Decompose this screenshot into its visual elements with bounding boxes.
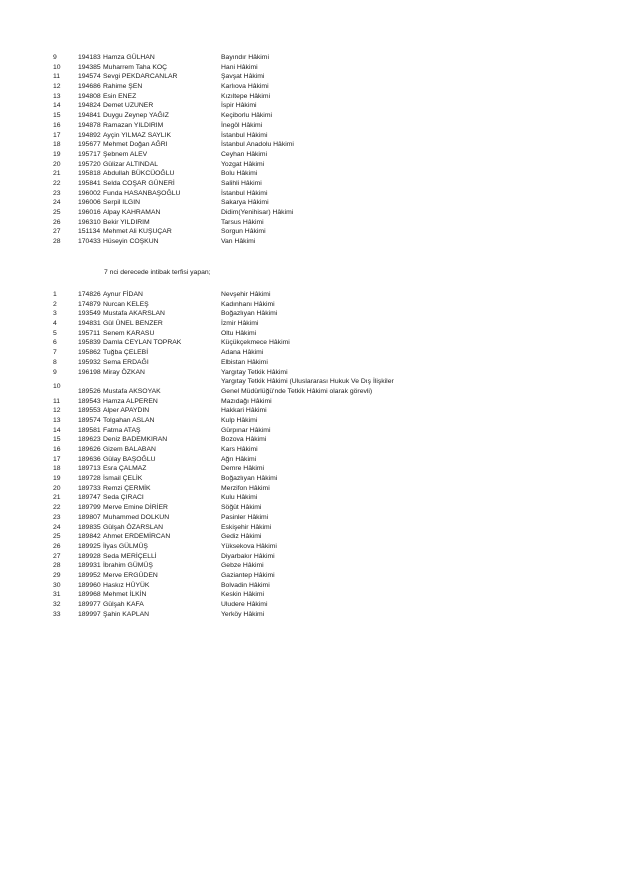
registry-number: 189543	[78, 397, 101, 405]
assignment: Şavşat Hâkimi	[221, 73, 265, 81]
table-row	[0, 513, 620, 523]
row-number: 28	[53, 238, 61, 246]
row-number: 9	[53, 368, 57, 376]
assignment: Keçiborlu Hâkimi	[221, 112, 272, 120]
table-row	[0, 237, 620, 247]
row-number: 11	[53, 73, 61, 81]
registry-number: 195839	[78, 339, 101, 347]
table-row	[0, 131, 620, 141]
row-number: 10	[53, 63, 61, 71]
person-name: Mehmet Ali KUŞUÇAR	[103, 228, 172, 236]
registry-number: 189526	[78, 387, 101, 395]
row-number: 7	[53, 349, 57, 357]
assignment: Bayındır Hâkimi	[221, 54, 269, 61]
assignment: Merzifon Hâkimi	[221, 484, 270, 492]
assignment: Ağrı Hâkimi	[221, 455, 257, 463]
row-number: 6	[53, 339, 57, 347]
assignment: Uludere Hâkimi	[221, 601, 268, 609]
row-number: 16	[53, 121, 61, 129]
registry-number: 189623	[78, 436, 101, 444]
row-number: 19	[53, 150, 61, 158]
registry-number: 189636	[78, 455, 101, 463]
table-row	[0, 474, 620, 484]
registry-number: 189952	[78, 571, 101, 579]
person-name: Mehmet İLKİN	[103, 591, 147, 599]
person-name: Fatma ATAŞ	[103, 426, 141, 434]
table-row	[0, 82, 620, 92]
person-name: İsmail ÇELİK	[103, 475, 143, 483]
assignment: Bozova Hâkimi	[221, 436, 267, 444]
person-name: Mehmet Doğan AĞRI	[103, 141, 168, 149]
table-row	[0, 198, 620, 208]
registry-number: 193549	[78, 310, 101, 318]
table-row	[0, 101, 620, 111]
registry-number: 195818	[78, 170, 101, 178]
person-name: Gülizar ALTINDAL	[103, 160, 159, 168]
person-name: Mustafa AKSOYAK	[103, 387, 161, 395]
assignment: İzmir Hâkimi	[221, 320, 259, 328]
registry-number: 189835	[78, 523, 101, 531]
row-number: 33	[53, 610, 61, 618]
row-number: 27	[53, 552, 61, 560]
assignment: Mazıdağı Hâkimi	[221, 397, 272, 405]
row-number: 19	[53, 475, 61, 483]
table-row	[0, 218, 620, 228]
table-row	[0, 542, 620, 552]
registry-number: 174879	[78, 300, 101, 308]
row-number: 10	[53, 382, 61, 390]
row-number: 15	[53, 112, 61, 120]
table-row	[0, 290, 620, 300]
assignment: Demre Hâkimi	[221, 465, 265, 473]
person-name: Ramazan YILDIRIM	[103, 121, 164, 129]
registry-number: 195720	[78, 160, 101, 168]
registry-number: 196006	[78, 199, 101, 207]
table-row	[0, 426, 620, 436]
table-row	[0, 590, 620, 600]
row-number: 25	[53, 209, 61, 216]
person-name: Selda COŞAR GÜNERİ	[103, 179, 175, 187]
assignment: Gediz Hâkimi	[221, 533, 262, 541]
table-row	[0, 329, 620, 339]
assignment: Oltu Hâkimi	[221, 329, 257, 337]
row-number: 1	[53, 291, 57, 298]
registry-number: 195677	[78, 141, 101, 149]
person-name: Tuğba ÇELEBİ	[103, 349, 149, 357]
assignment: Sorgun Hâkimi	[221, 228, 266, 236]
person-name: Merve ERGÜDEN	[103, 571, 158, 579]
registry-number: 196016	[78, 209, 101, 216]
assignment: Karlıova Hâkimi	[221, 83, 269, 91]
row-number: 27	[53, 228, 61, 236]
assignment: Tarsus Hâkimi	[221, 218, 264, 226]
person-name: Muhammed DOLKUN	[103, 513, 170, 521]
registry-number: 189997	[78, 610, 101, 618]
table-row	[0, 435, 620, 445]
registry-number: 196002	[78, 189, 101, 197]
assignment: Söğüt Hâkimi	[221, 504, 262, 512]
registry-number: 194841	[78, 112, 101, 120]
registry-number: 196198	[78, 368, 101, 376]
registry-number: 189928	[78, 552, 101, 560]
registry-number: 189842	[78, 533, 101, 541]
row-number: 16	[53, 446, 61, 454]
assignment: Gürpınar Hâkimi	[221, 426, 271, 434]
assignment: Yüksekova Hâkimi	[221, 542, 277, 550]
person-name: Hamza GÜLHAN	[103, 54, 155, 61]
person-name: Aynur FİDAN	[103, 291, 143, 298]
registry-number: 195717	[78, 150, 101, 158]
table-row	[0, 300, 620, 310]
registry-number: 195711	[78, 329, 101, 337]
assignment: İstanbul Anadolu Hâkimi	[221, 141, 294, 149]
table-row	[0, 581, 620, 591]
row-number: 18	[53, 465, 61, 473]
row-number: 3	[53, 310, 57, 318]
person-name: Gül ÜNEL BENZER	[103, 320, 163, 328]
person-name: Şebnem ALEV	[103, 150, 148, 158]
assignment: Yozgat Hâkimi	[221, 160, 265, 168]
assignment: İnegöl Hâkimi	[221, 121, 263, 129]
person-name: Sema ERDAĞI	[103, 358, 149, 366]
assignment: Elbistan Hâkimi	[221, 358, 268, 366]
assignment: Adana Hâkimi	[221, 349, 264, 357]
row-number: 22	[53, 179, 61, 187]
assignment: Hani Hâkimi	[221, 63, 258, 71]
row-number: 30	[53, 581, 61, 589]
assignment: Kadınhanı Hâkimi	[221, 300, 275, 308]
registry-number: 194878	[78, 121, 101, 129]
table-row	[0, 600, 620, 610]
table-row	[0, 189, 620, 199]
registry-number: 189977	[78, 601, 101, 609]
registry-number: 189747	[78, 494, 101, 502]
person-name: Seda MERİÇELLİ	[103, 552, 157, 560]
assignment: Salihli Hâkimi	[221, 179, 262, 187]
row-number: 14	[53, 426, 61, 434]
table-row	[0, 319, 620, 329]
person-name: Alpay KAHRAMAN	[103, 209, 161, 216]
person-name: Miray ÖZKAN	[103, 368, 145, 376]
table-row	[0, 179, 620, 189]
assignment: Yerköy Hâkimi	[221, 610, 265, 618]
assignment: Bolu Hâkimi	[221, 170, 258, 178]
appointment-list-1	[0, 53, 620, 247]
row-number: 13	[53, 92, 61, 100]
table-row	[0, 169, 620, 179]
assignment: Kulp Hâkimi	[221, 416, 258, 424]
registry-number: 189574	[78, 416, 101, 424]
registry-number: 189931	[78, 562, 101, 570]
table-row	[0, 121, 620, 131]
table-row	[0, 484, 620, 494]
person-name: Muharrem Taha KOÇ	[103, 63, 168, 71]
row-number: 18	[53, 141, 61, 149]
registry-number: 195932	[78, 358, 101, 366]
person-name: Demet UZUNER	[103, 102, 154, 110]
table-row	[0, 111, 620, 121]
person-name: İlyas GÜLMÜŞ	[103, 542, 148, 550]
row-number: 11	[53, 397, 61, 405]
assignment: İstanbul Hâkimi	[221, 189, 268, 197]
person-name: Gülay BAŞOĞLU	[103, 455, 156, 463]
person-name: Haskız HÜYÜK	[103, 581, 150, 589]
person-name: Ayçin YILMAZ SAYLIK	[103, 131, 171, 139]
person-name: Funda HASANBAŞOĞLU	[103, 189, 181, 197]
table-row	[0, 416, 620, 426]
row-number: 15	[53, 436, 61, 444]
person-name: Hamza ALPEREN	[103, 397, 158, 405]
table-row	[0, 406, 620, 416]
assignment: Keskin Hâkimi	[221, 591, 265, 599]
person-name: Merve Emine DİRİER	[103, 504, 168, 512]
person-name: Ahmet ERDEMİRCAN	[103, 533, 171, 541]
assignment: Gebze Hâkimi	[221, 562, 264, 570]
row-number: 25	[53, 533, 61, 541]
person-name: Gülşah ÖZARSLAN	[103, 523, 164, 531]
table-row	[0, 493, 620, 503]
registry-number: 189968	[78, 591, 101, 599]
row-number: 21	[53, 494, 61, 502]
registry-number: 189581	[78, 426, 101, 434]
person-name: Tolgahan ASLAN	[103, 416, 155, 424]
table-row	[0, 455, 620, 465]
row-number: 24	[53, 523, 61, 531]
person-name: Bekir YILDIRIM	[103, 218, 150, 226]
table-row	[0, 561, 620, 571]
registry-number: 189713	[78, 465, 101, 473]
row-number: 17	[53, 131, 61, 139]
row-number: 2	[53, 300, 57, 308]
row-number: 5	[53, 329, 57, 337]
row-number: 4	[53, 320, 57, 328]
assignment: Gaziantep Hâkimi	[221, 571, 275, 579]
person-name: Esra ÇALMAZ	[103, 465, 147, 473]
registry-number: 195841	[78, 179, 101, 187]
row-number: 26	[53, 218, 61, 226]
person-name: Seda ÇIRACI	[103, 494, 144, 502]
person-name: Gizem BALABAN	[103, 446, 156, 454]
registry-number: 196310	[78, 218, 101, 226]
registry-number: 194385	[78, 63, 101, 71]
table-row	[0, 358, 620, 368]
row-number: 20	[53, 484, 61, 492]
registry-number: 194892	[78, 131, 101, 139]
person-name: Şahin KAPLAN	[103, 610, 150, 618]
person-name: Senem KARASU	[103, 329, 155, 337]
row-number: 22	[53, 504, 61, 512]
table-row	[0, 63, 620, 73]
row-number: 13	[53, 416, 61, 424]
table-row	[0, 377, 620, 396]
registry-number: 151134	[78, 228, 101, 236]
assignment: Yargıtay Tetkik Hâkimi	[221, 368, 288, 376]
registry-number: 189733	[78, 484, 101, 492]
table-row	[0, 92, 620, 102]
assignment: Sakarya Hâkimi	[221, 199, 269, 207]
person-name: Hüseyin COŞKUN	[103, 238, 159, 246]
registry-number: 194574	[78, 73, 101, 81]
registry-number: 194831	[78, 320, 101, 328]
assignment: Didim(Yenihisar) Hâkimi	[221, 209, 294, 216]
person-name: Gülşah KAFA	[103, 601, 144, 609]
row-number: 32	[53, 601, 61, 609]
table-row	[0, 208, 620, 218]
table-row	[0, 140, 620, 150]
table-row	[0, 53, 620, 63]
row-number: 21	[53, 170, 61, 178]
registry-number: 189799	[78, 504, 101, 512]
assignment: Kars Hâkimi	[221, 446, 258, 454]
registry-number: 170433	[78, 238, 101, 246]
person-name: Damla CEYLAN TOPRAK	[103, 339, 182, 347]
registry-number: 189925	[78, 542, 101, 550]
registry-number: 189960	[78, 581, 101, 589]
person-name: Rahime ŞEN	[103, 83, 143, 91]
row-number: 24	[53, 199, 61, 207]
person-name: Esin ENEZ	[103, 92, 137, 100]
assignment: Boğazlıyan Hâkimi	[221, 475, 278, 483]
table-row	[0, 532, 620, 542]
person-name: Duygu Zeynep YAĞIZ	[103, 112, 169, 120]
table-row	[0, 397, 620, 407]
table-row	[0, 571, 620, 581]
table-row	[0, 523, 620, 533]
row-number: 17	[53, 455, 61, 463]
appointment-list-2	[0, 290, 620, 619]
assignment: Van Hâkimi	[221, 238, 256, 246]
registry-number: 189626	[78, 446, 101, 454]
assignment: Kulu Hâkimi	[221, 494, 258, 502]
table-row	[0, 309, 620, 319]
table-row	[0, 464, 620, 474]
registry-number: 194686	[78, 83, 101, 91]
section-heading: 7 nci derecede intibak terfisi yapan;	[104, 269, 211, 276]
table-row	[0, 552, 620, 562]
registry-number: 194808	[78, 92, 101, 100]
registry-number: 174826	[78, 291, 101, 298]
person-name: İbrahim GÜMÜŞ	[103, 562, 153, 570]
person-name: Nurcan KELEŞ	[103, 300, 149, 308]
row-number: 26	[53, 542, 61, 550]
table-row	[0, 368, 620, 378]
row-number: 31	[53, 591, 61, 599]
person-name: Deniz BADEMKIRAN	[103, 436, 168, 444]
assignment: Nevşehir Hâkimi	[221, 291, 271, 298]
row-number: 29	[53, 571, 61, 579]
assignment: Eskişehir Hâkimi	[221, 523, 272, 531]
person-name: Mustafa AKARSLAN	[103, 310, 165, 318]
assignment: Diyarbakır Hâkimi	[221, 552, 275, 560]
table-row	[0, 72, 620, 82]
table-row	[0, 227, 620, 237]
person-name: Serpil ILGIN	[103, 199, 141, 207]
registry-number: 194183	[78, 54, 101, 61]
registry-number: 189807	[78, 513, 101, 521]
registry-number: 189553	[78, 407, 101, 415]
assignment: İstanbul Hâkimi	[221, 131, 268, 139]
table-row	[0, 348, 620, 358]
assignment: Bolvadin Hâkimi	[221, 581, 270, 589]
table-row	[0, 160, 620, 170]
row-number: 28	[53, 562, 61, 570]
row-number: 12	[53, 83, 61, 91]
person-name: Sevgi PEKDARCANLAR	[103, 73, 178, 81]
row-number: 23	[53, 513, 61, 521]
row-number: 8	[53, 358, 57, 366]
row-number: 12	[53, 407, 61, 415]
registry-number: 195862	[78, 349, 101, 357]
row-number: 23	[53, 189, 61, 197]
table-row	[0, 445, 620, 455]
person-name: Remzi ÇERMİK	[103, 484, 151, 492]
assignment: Kızıltepe Hâkimi	[221, 92, 271, 100]
assignment: İspir Hâkimi	[221, 102, 257, 110]
registry-number: 194824	[78, 102, 101, 110]
assignment: Yargıtay Tetkik Hâkimi (Uluslararası Hukuk Ve Dış İlişkiler Genel Müdürlüğü'nde Tetkik Hâkimi olarak görevli)	[221, 378, 394, 395]
table-row	[0, 610, 620, 620]
table-row	[0, 503, 620, 513]
row-number: 9	[53, 54, 57, 61]
assignment: Boğazlıyan Hâkimi	[221, 310, 278, 318]
row-number: 20	[53, 160, 61, 168]
row-number: 14	[53, 102, 61, 110]
assignment: Küçükçekmece Hâkimi	[221, 339, 290, 347]
assignment: Hakkari Hâkimi	[221, 407, 267, 415]
assignment: Pasinler Hâkimi	[221, 513, 269, 521]
person-name: Alper APAYDIN	[103, 407, 150, 415]
assignment: Ceyhan Hâkimi	[221, 150, 268, 158]
table-row	[0, 338, 620, 348]
table-row	[0, 150, 620, 160]
registry-number: 189728	[78, 475, 101, 483]
person-name: Abdullah BÜKCÜOĞLU	[103, 170, 175, 178]
